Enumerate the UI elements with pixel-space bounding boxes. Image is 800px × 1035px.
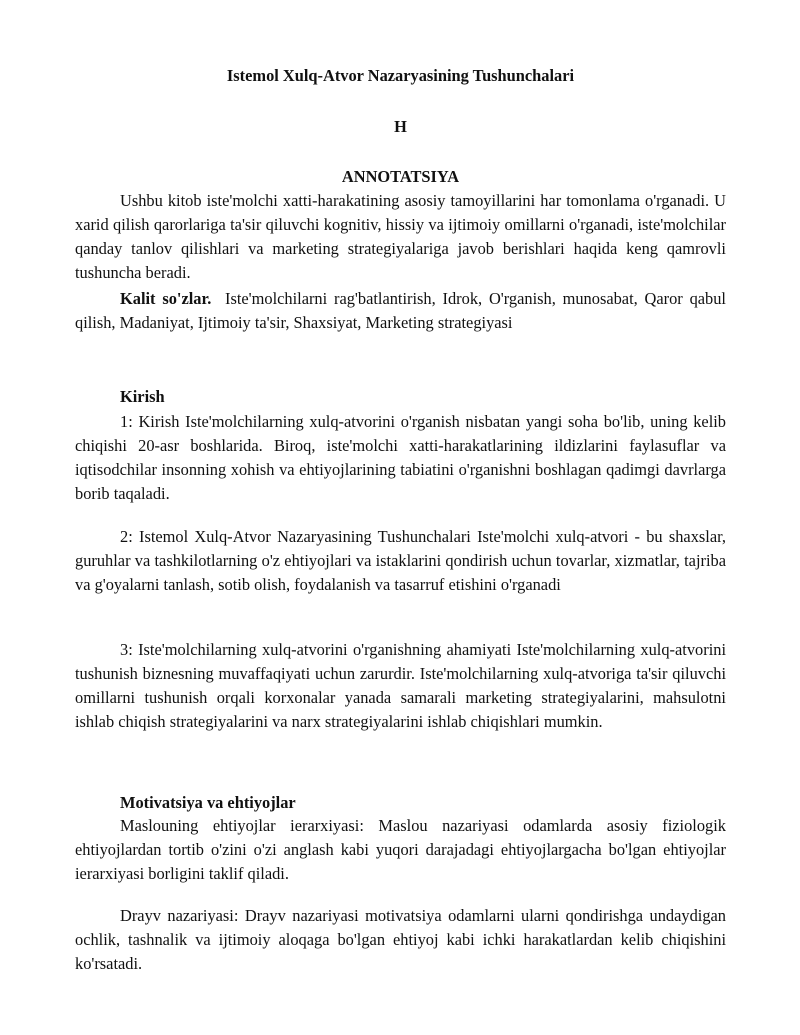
motivation-paragraph-1: Maslouning ehtiyojlar ierarxiyasi: Maslou nazariyasi odamlarda asosiy fiziologik ehtiyojlardan tortib o'zini o'zi anglash kabi yuqori darajadagi ehtiyojlargacha bo'lgan ehtiyojlar ierarxiyasi borligini taklif qiladi. [75, 816, 726, 883]
keywords-paragraph [75, 287, 726, 335]
document-title: Istemol Xulq-Atvor Nazaryasining Tushunchalari [226, 66, 575, 85]
annotation-heading: ANNOTATSIYA [341, 167, 460, 186]
intro-paragraph-3: 3: Iste'molchilarning xulq-atvorini o'rganishning ahamiyati Iste'molchilarning xulq-atvorini tushunish biznesning muvaffaqiyati uchun zarurdir. Iste'molchilarning xulq-atvoriga ta'sir qiluvchi omillarni tushunish orqali korxonalar yanada samarali marketing strategiyalarini, mahsulotni ishlab chiqish strategiyalarini va narx strategiyalarini ishlab chiqishlari mumkin. [75, 640, 726, 731]
keywords-text: Iste'molchilarni rag'batlantirish, Idrok, O'rganish, munosabat, Qaror qabul qilish, Madaniyat, Ijtimoiy ta'sir, Shaxsiyat, Marketing strategiyasi [75, 289, 726, 332]
motivation-paragraph-2: Drayv nazariyasi: Drayv nazariyasi motivatsiya odamlarni ularni qondirishga undaydigan ochlik, tashnalik va ijtimoiy aloqaga bo'lgan ehtiyoj kabi ichki harakatlardan kelib chiqishini ko'rsatadi. [75, 906, 726, 973]
keywords-label: Kalit so'zlar. [120, 289, 212, 308]
intro-paragraph-1: 1: Kirish Iste'molchilarning xulq-atvorini o'rganish nisbatan yangi soha bo'lib, uning kelib chiqishi 20-asr boshlarida. Biroq, iste'molchi xatti-harakatlarining ildizlarini faylasuflar va iqtisodchilar insonning xohish va ehtiyojlarining tabiatini o'rganishni boshlagan qadimgi davrlarga borib taqaladi. [75, 412, 726, 503]
motivation-heading: Motivatsiya va ehtiyojlar [120, 793, 296, 812]
intro-heading: Kirish [120, 387, 165, 406]
intro-paragraph-2: 2: Istemol Xulq-Atvor Nazaryasining Tushunchalari Iste'molchi xulq-atvori - bu shaxslar, guruhlar va tashkilotlarning o'z ehtiyojlari va istaklarini qondirish uchun tovarlar, xizmatlar, tajriba va g'oyalarni tanlash, sotib olish, foydalanish va tasarruf etishini o'rganadi [75, 527, 726, 594]
author-initial: H [394, 117, 407, 136]
annotation-paragraph: Ushbu kitob iste'molchi xatti-harakatining asosiy tamoyillarini har tomonlama o'rganadi. U xarid qilish qarorlariga ta'sir qiluvchi kognitiv, hissiy va ijtimoiy omillarni o'rganadi, iste'molchilar qanday tanlov qilishlari va marketing strategiyalariga javob berishlari haqida keng qamrovli tushuncha beradi. [75, 191, 726, 282]
